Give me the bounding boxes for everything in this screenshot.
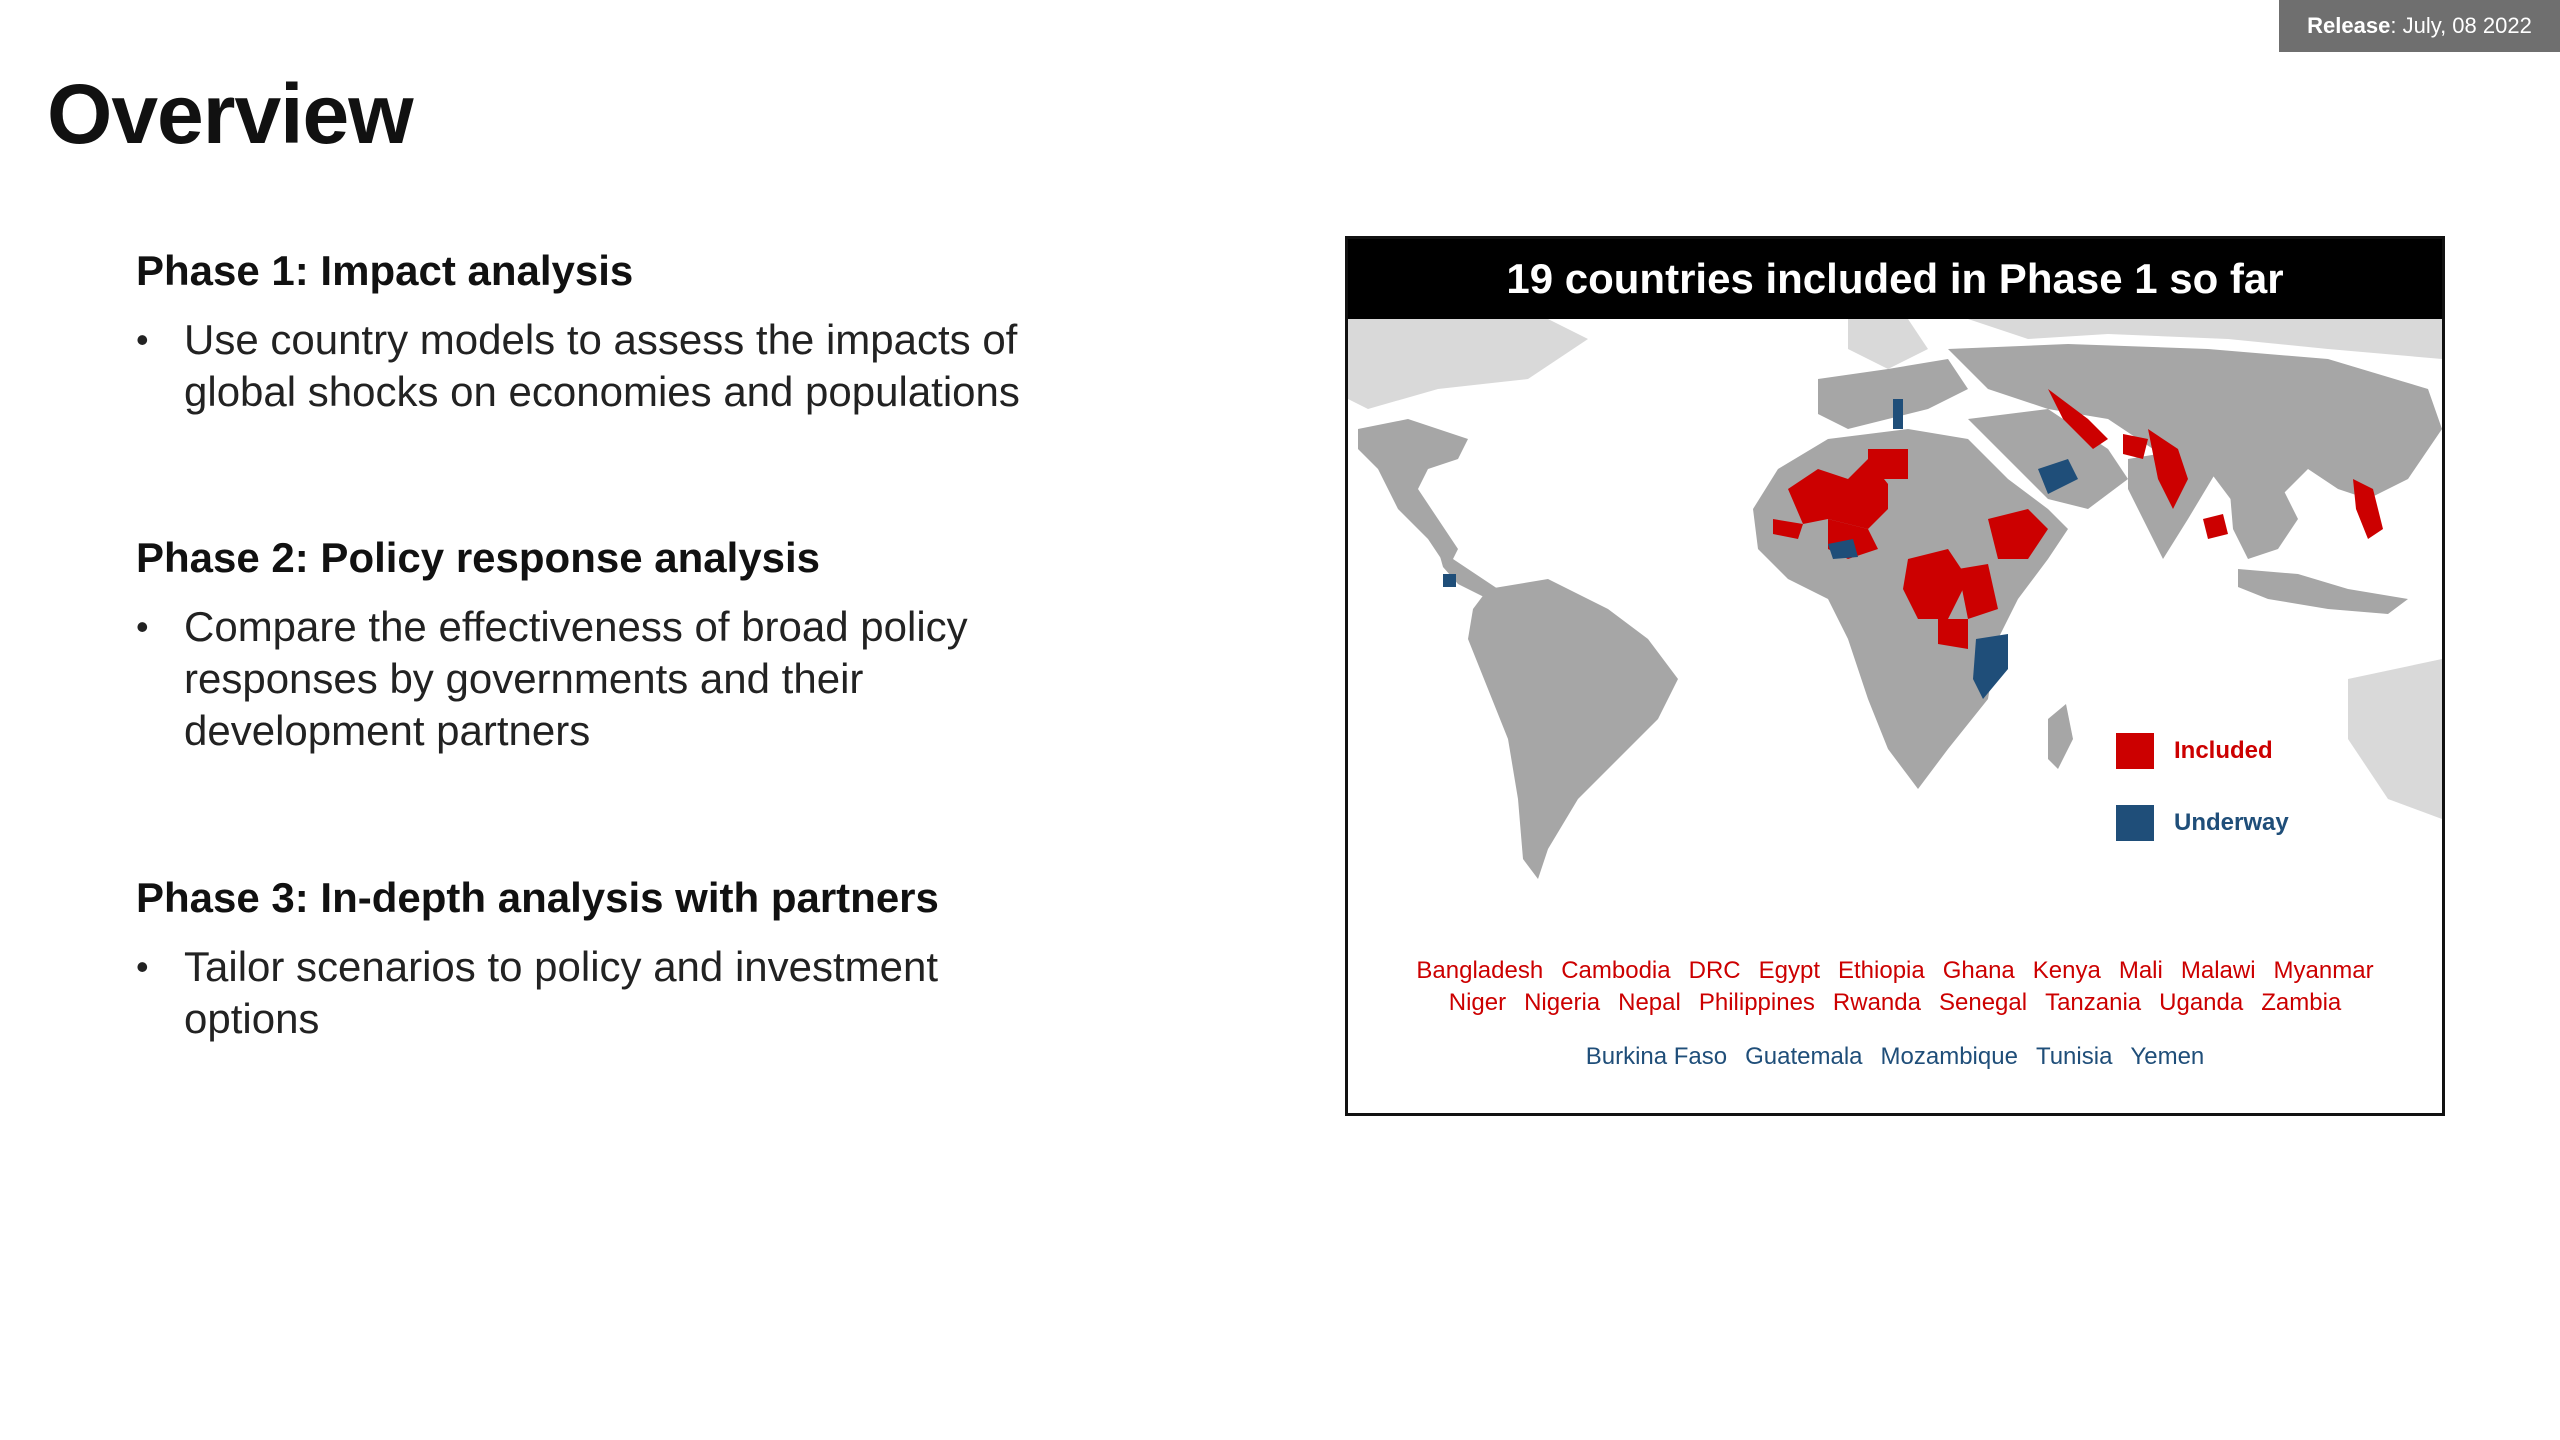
- phase-bullet: [136, 941, 1136, 1045]
- included-countries-row-1: [1348, 955, 2442, 987]
- bullet-text: Use country models to assess the impacts of global shocks on economies and populations: [184, 316, 1020, 416]
- country-name: Tunisia: [2035, 1043, 2113, 1070]
- country-name: Mozambique: [1880, 1043, 2018, 1070]
- release-date: : July, 08 2022: [2390, 13, 2532, 38]
- phase-heading: Phase 3: In-depth analysis with partners: [136, 874, 939, 921]
- phase-heading: Phase 2: Policy response analysis: [136, 534, 821, 581]
- country-name: Niger: [1448, 989, 1507, 1016]
- map-panel: [1345, 236, 2445, 1116]
- country-name: Burkina Faso: [1585, 1043, 1728, 1070]
- country-name: Bangladesh: [1416, 957, 1544, 984]
- legend-swatch-underway: [2116, 805, 2154, 841]
- page-title: Overview: [47, 67, 413, 161]
- country-name: Uganda: [2159, 989, 2244, 1016]
- country-name: Zambia: [2261, 989, 2342, 1016]
- bullet-text: Tailor scenarios to policy and investment options: [184, 943, 939, 1043]
- country-name: Guatemala: [1745, 1043, 1863, 1070]
- underway-countries-row: [1348, 1041, 2442, 1073]
- phase-bullet: [136, 601, 1136, 757]
- country-name: DRC: [1688, 957, 1741, 984]
- country-name: Malawi: [2180, 957, 2256, 984]
- country-name: Senegal: [1938, 989, 2028, 1016]
- bullet-text: Compare the effectiveness of broad policy responses by governments and their development partners: [184, 603, 968, 755]
- country-name: Cambodia: [1561, 957, 1671, 984]
- country-name: Ghana: [1942, 957, 2015, 984]
- country-name: Mali: [2118, 957, 2163, 984]
- country-name: Yemen: [2130, 1043, 2205, 1070]
- country-name: Tanzania: [2045, 989, 2142, 1016]
- country-name: Philippines: [1698, 989, 1815, 1016]
- country-name: Kenya: [2032, 957, 2101, 984]
- phase-1: [136, 246, 1136, 418]
- bullet-icon: •: [136, 319, 149, 361]
- legend-label-underway: Underway: [2174, 809, 2289, 836]
- country-name: Ethiopia: [1837, 957, 1925, 984]
- map-header: 19 countries included in Phase 1 so far: [1348, 239, 2442, 319]
- legend-item-underway: [2116, 805, 2289, 841]
- phase-bullet: [136, 314, 1136, 418]
- phase-2: [136, 533, 1136, 757]
- phase-3: [136, 873, 1136, 1045]
- legend-item-included: [2116, 733, 2289, 769]
- country-name: Egypt: [1758, 957, 1820, 984]
- country-name: Nepal: [1618, 989, 1681, 1016]
- release-label: Release: [2307, 13, 2391, 38]
- country-name: Nigeria: [1524, 989, 1601, 1016]
- phase-heading: Phase 1: Impact analysis: [136, 247, 634, 294]
- legend-swatch-included: [2116, 733, 2154, 769]
- legend-label-included: Included: [2174, 737, 2273, 764]
- bullet-icon: •: [136, 606, 149, 648]
- country-name: Rwanda: [1832, 989, 1921, 1016]
- country-name: Myanmar: [2273, 957, 2374, 984]
- release-badge: [2279, 0, 2560, 52]
- country-lists: [1348, 955, 2442, 1073]
- map-legend: [2116, 733, 2289, 877]
- included-countries-row-2: [1348, 987, 2442, 1019]
- bullet-icon: •: [136, 946, 149, 988]
